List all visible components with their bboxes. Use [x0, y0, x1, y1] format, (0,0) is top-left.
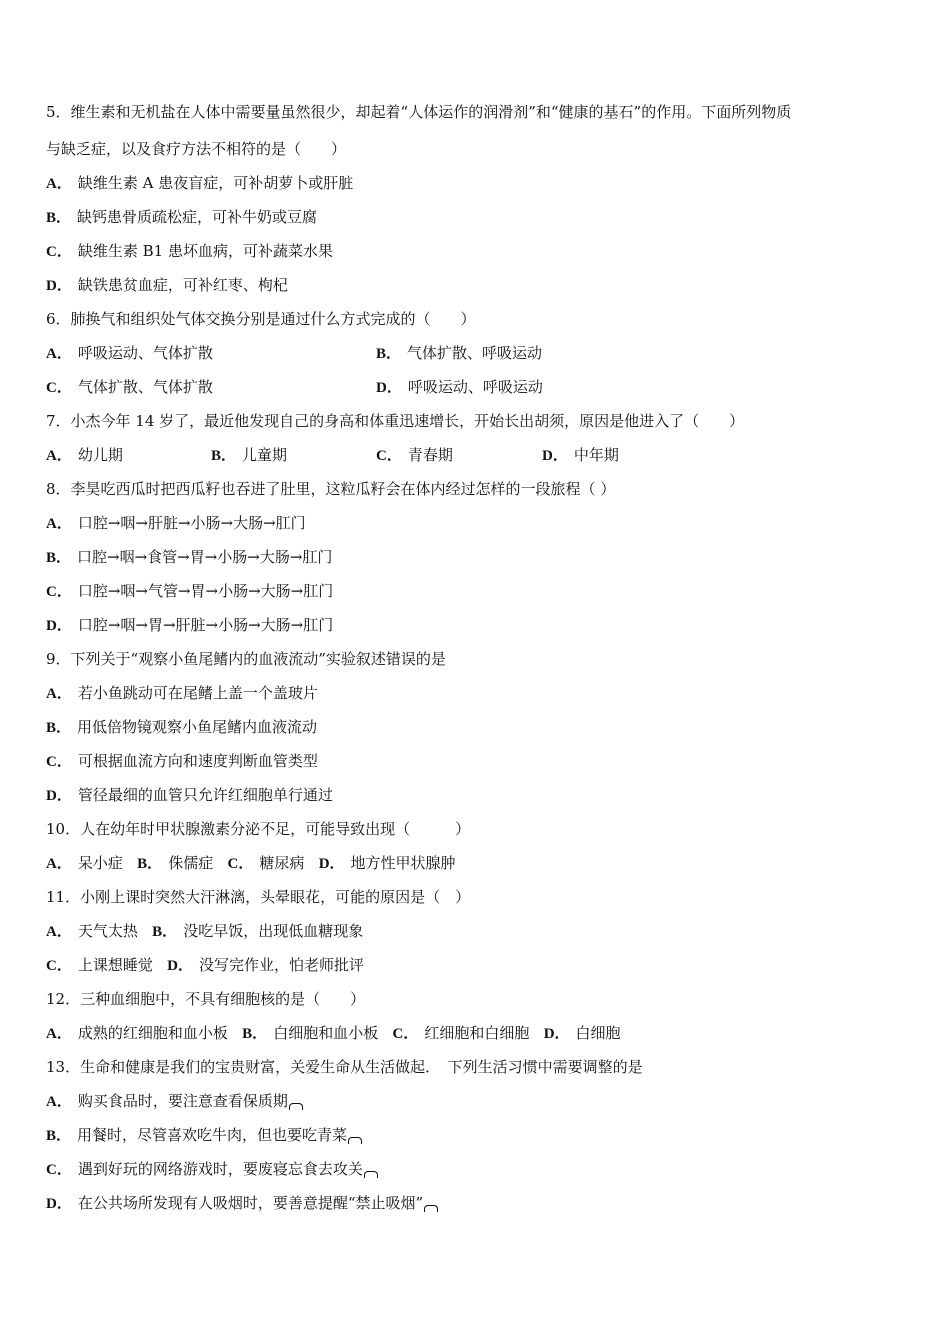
option-text: 若小鱼跳动可在尾鳍上盖一个盖玻片 [77, 684, 318, 702]
option-label: D． [46, 1196, 72, 1212]
option-text: 儿童期 [242, 446, 288, 464]
q7-option-c [376, 445, 453, 466]
blank-mark-icon [289, 1103, 303, 1110]
q7-option-a [46, 445, 123, 466]
option-label: B． [211, 448, 237, 464]
option-label: A． [46, 516, 72, 532]
option-text: 白细胞 [575, 1024, 621, 1042]
option-text: 没吃早饭，出现低血糖现象 [183, 922, 364, 940]
option-text: 中年期 [573, 446, 619, 464]
option-text: 缺铁患贫血症，可补红枣、枸杞 [77, 276, 288, 294]
option-label: A． [46, 346, 72, 362]
option-label: C． [46, 380, 72, 396]
q6-stem: 6．肺换气和组织处气体交换分别是通过什么方式完成的（ ） [46, 310, 476, 328]
q5-stem-line1: 5．维生素和无机盐在人体中需要量虽然很少，却起着“人体运作的润滑剂”和“健康的基石”的作用。下面所列物质 [46, 103, 792, 121]
q9-option-a [46, 683, 318, 704]
option-text: 青春期 [407, 446, 453, 464]
option-text: 地方性甲状腺肿 [350, 854, 456, 872]
q11-options-ab [46, 921, 363, 942]
option-text: 呼吸运动、气体扩散 [77, 344, 213, 362]
option-text: 成熟的红细胞和血小板 [77, 1024, 228, 1042]
option-label: A． [46, 924, 72, 940]
q7-option-b [211, 445, 287, 466]
q5-option-a [46, 173, 353, 194]
option-label: B． [46, 720, 72, 736]
option-text: 缺维生素 B1 患坏血病，可补蔬菜水果 [77, 242, 333, 260]
option-label: D． [543, 1026, 570, 1042]
option-text: 管径最细的血管只允许红细胞单行通过 [77, 786, 333, 804]
q12-stem: 12．三种血细胞中，不具有细胞核的是（ ） [46, 990, 366, 1008]
q9-option-c [46, 751, 318, 772]
blank-mark-icon [348, 1137, 362, 1144]
option-label: A． [46, 448, 72, 464]
q9-option-b [46, 717, 317, 738]
option-label: D． [167, 958, 194, 974]
option-text: 天气太热 [77, 922, 138, 940]
option-text: 用低倍物镜观察小鱼尾鳍内血液流动 [77, 718, 318, 736]
q6-option-b [376, 343, 542, 364]
option-label: A． [46, 686, 72, 702]
option-text: 缺钙患骨质疏松症，可补牛奶或豆腐 [77, 208, 318, 226]
option-label: A． [46, 1026, 72, 1042]
option-text: 在公共场所发现有人吸烟时，要善意提醒“禁止吸烟” [77, 1194, 424, 1212]
q8-option-d [46, 615, 333, 636]
option-label: C． [392, 1026, 419, 1042]
q5-option-d [46, 275, 288, 296]
option-label: B． [376, 346, 402, 362]
option-label: C． [46, 584, 72, 600]
blank-mark-icon [364, 1171, 378, 1178]
q7-stem: 7．小杰今年 14 岁了，最近他发现自己的身高和体重迅速增长，开始长出胡须，原因是他进入了（ ） [46, 412, 745, 430]
option-text: 呼吸运动、呼吸运动 [407, 378, 543, 396]
option-text: 可根据血流方向和速度判断血管类型 [77, 752, 318, 770]
option-label: C． [46, 1162, 72, 1178]
q5-option-b [46, 207, 317, 228]
q5-stem-line2: 与缺乏症，以及食疗方法不相符的是（ ） [46, 140, 347, 158]
q13-option-d [46, 1193, 438, 1214]
option-text: 气体扩散、气体扩散 [77, 378, 213, 396]
option-label: D． [318, 856, 345, 872]
option-label: B． [46, 550, 72, 566]
q13-option-b [46, 1125, 362, 1146]
q12-options [46, 1023, 621, 1044]
q10-stem: 10．人在幼年时甲状腺激素分泌不足，可能导致出现（ ） [46, 820, 471, 838]
option-text: 白细胞和血小板 [273, 1024, 379, 1042]
q7-option-d [542, 445, 619, 466]
q11-stem: 11．小刚上课时突然大汗淋漓，头晕眼花，可能的原因是（ ） [46, 888, 471, 906]
option-text: 糖尿病 [259, 854, 305, 872]
q13-stem: 13．生命和健康是我们的宝贵财富，关爱生命从生活做起． 下列生活习惯中需要调整的是 [46, 1058, 643, 1076]
option-text: 购买食品时，要注意查看保质期 [77, 1092, 288, 1110]
option-label: B． [46, 1128, 72, 1144]
q5-option-c [46, 241, 333, 262]
option-text: 呆小症 [77, 854, 123, 872]
q8-option-a [46, 513, 306, 534]
option-label: D． [542, 448, 568, 464]
q9-stem: 9．下列关于“观察小鱼尾鳍内的血液流动”实验叙述错误的是 [46, 650, 446, 668]
option-label: C． [227, 856, 254, 872]
option-label: B． [137, 856, 163, 872]
option-label: C． [46, 958, 72, 974]
option-text: 侏儒症 [168, 854, 214, 872]
option-label: B． [46, 210, 72, 226]
q11-options-cd [46, 955, 364, 976]
option-text: 上课想睡觉 [77, 956, 153, 974]
option-text: 气体扩散、呼吸运动 [407, 344, 543, 362]
option-label: D． [376, 380, 402, 396]
option-label: D． [46, 618, 72, 634]
q13-option-c [46, 1159, 378, 1180]
option-text: 没写完作业，怕老师批评 [199, 956, 365, 974]
q6-option-d [376, 377, 543, 398]
option-label: A． [46, 176, 72, 192]
option-text: 口腔→咽→气管→胃→小肠→大肠→肛门 [77, 582, 334, 600]
q13-option-a [46, 1091, 303, 1112]
q6-option-a [46, 343, 213, 364]
option-text: 遇到好玩的网络游戏时，要废寝忘食去攻关 [77, 1160, 363, 1178]
q8-option-c [46, 581, 333, 602]
option-text: 缺维生素 A 患夜盲症，可补胡萝卜或肝脏 [77, 174, 354, 192]
option-label: A． [46, 856, 72, 872]
q10-options [46, 853, 456, 874]
option-label: D． [46, 788, 72, 804]
option-label: B． [242, 1026, 268, 1042]
option-label: C． [46, 754, 72, 770]
blank-mark-icon [424, 1205, 438, 1212]
option-label: A． [46, 1094, 72, 1110]
q8-option-b [46, 547, 332, 568]
option-label: C． [46, 244, 72, 260]
option-text: 口腔→咽→肝脏→小肠→大肠→肛门 [77, 514, 306, 532]
option-text: 口腔→咽→食管→胃→小肠→大肠→肛门 [77, 548, 333, 566]
option-text: 口腔→咽→胃→肝脏→小肠→大肠→肛门 [77, 616, 334, 634]
q6-option-c [46, 377, 213, 398]
q9-option-d [46, 785, 333, 806]
option-label: D． [46, 278, 72, 294]
option-label: B． [152, 924, 178, 940]
option-text: 幼儿期 [77, 446, 123, 464]
option-text: 用餐时，尽管喜欢吃牛肉，但也要吃青菜 [77, 1126, 348, 1144]
option-text: 红细胞和白细胞 [424, 1024, 530, 1042]
option-label: C． [376, 448, 402, 464]
q8-stem: 8．李昊吃西瓜时把西瓜籽也吞进了肚里，这粒瓜籽会在体内经过怎样的一段旅程（ ） [46, 480, 616, 498]
